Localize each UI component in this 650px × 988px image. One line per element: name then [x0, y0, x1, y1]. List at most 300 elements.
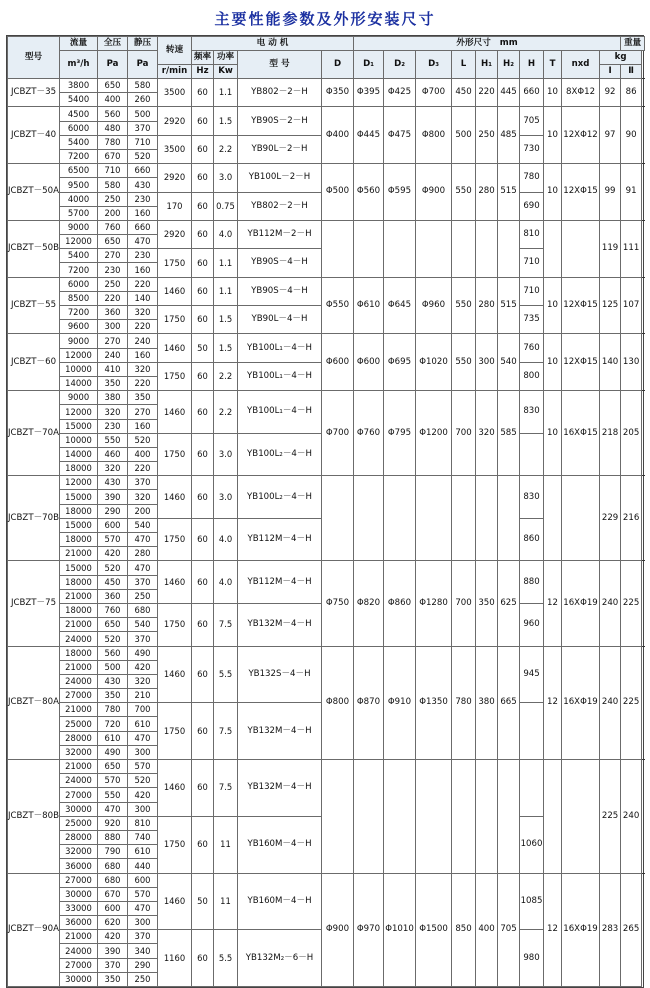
- cell-motor-model: YB132S－4－H: [238, 646, 322, 703]
- cell-total-pressure: 450: [98, 575, 128, 589]
- cell-power: 1.1: [214, 79, 238, 107]
- cell-dim-D1: [354, 476, 384, 561]
- cell-dim-nxd: 12XΦ12: [562, 107, 600, 164]
- cell-speed: 3500: [158, 135, 192, 163]
- model-cell: JCBZT－80B: [8, 760, 60, 874]
- cell-flow: 27000: [60, 873, 98, 887]
- cell-static-pressure: 520: [128, 774, 158, 788]
- cell-dim-H2: 515: [498, 164, 520, 221]
- cell-freq: 60: [192, 220, 214, 248]
- cell-dim-H: 1085: [520, 873, 544, 930]
- cell-static-pressure: 610: [128, 717, 158, 731]
- cell-static-pressure: 230: [128, 192, 158, 206]
- cell-dim-D1: Φ820: [354, 561, 384, 646]
- cell-total-pressure: 420: [98, 547, 128, 561]
- cell-total-pressure: 350: [98, 376, 128, 390]
- cell-weight-I: 119: [600, 220, 621, 277]
- cell-dim-H: 880: [520, 561, 544, 604]
- cell-total-pressure: 370: [98, 958, 128, 972]
- cell-dim-D1: [354, 220, 384, 277]
- cell-power: 7.5: [214, 603, 238, 646]
- cell-speed: 1160: [158, 930, 192, 987]
- cell-dim-H: 800: [520, 362, 544, 390]
- cell-flow: 15000: [60, 419, 98, 433]
- cell-total-pressure: 240: [98, 348, 128, 362]
- cell-dim-D2: Φ910: [384, 646, 416, 760]
- cell-dim-H: 690: [520, 192, 544, 220]
- cell-flow: 24000: [60, 674, 98, 688]
- cell-freq: 60: [192, 277, 214, 305]
- cell-flow: 18000: [60, 646, 98, 660]
- cell-total-pressure: 600: [98, 901, 128, 915]
- cell-weight-II: 107: [621, 277, 642, 334]
- cell-flow: 12000: [60, 405, 98, 419]
- cell-weight-I: 283: [600, 873, 621, 987]
- cell-flow: 5400: [60, 135, 98, 149]
- cell-power: 11: [214, 816, 238, 873]
- cell-flow: 21000: [60, 930, 98, 944]
- cell-total-pressure: 670: [98, 887, 128, 901]
- cell-total-pressure: 680: [98, 873, 128, 887]
- cell-dim-H: 710: [520, 277, 544, 305]
- cell-dim-H1: 300: [476, 334, 498, 391]
- cell-total-pressure: 320: [98, 462, 128, 476]
- cell-dim-H1: 280: [476, 164, 498, 221]
- cell-flow: 25000: [60, 816, 98, 830]
- cell-power: 5.5: [214, 646, 238, 703]
- cell-total-pressure: 560: [98, 107, 128, 121]
- cell-total-pressure: 230: [98, 419, 128, 433]
- cell-total-pressure: 720: [98, 717, 128, 731]
- cell-dim-T: [544, 220, 562, 277]
- cell-total-pressure: 390: [98, 944, 128, 958]
- cell-freq: 50: [192, 873, 214, 930]
- cell-total-pressure: 220: [98, 291, 128, 305]
- cell-freq: 60: [192, 249, 214, 277]
- cell-dim-H: 735: [520, 306, 544, 334]
- cell-power: 1.1: [214, 277, 238, 305]
- cell-dim-H: [520, 703, 544, 760]
- cell-motor-model: YB112M－2－H: [238, 220, 322, 248]
- cell-speed: 1750: [158, 362, 192, 390]
- cell-weight-II: 240: [621, 760, 642, 874]
- cell-flow: 21000: [60, 589, 98, 603]
- cell-flow: 9000: [60, 334, 98, 348]
- cell-dim-D3: [416, 760, 452, 874]
- cell-dim-L: [452, 476, 476, 561]
- cell-flow: 7200: [60, 263, 98, 277]
- cell-freq: 60: [192, 518, 214, 561]
- cell-power: 3.0: [214, 164, 238, 192]
- cell-static-pressure: 710: [128, 135, 158, 149]
- cell-dim-D1: Φ610: [354, 277, 384, 334]
- page-title: 主要性能参数及外形安装尺寸: [214, 10, 436, 28]
- th-power: 功率: [214, 51, 238, 65]
- cell-dim-D2: Φ795: [384, 391, 416, 476]
- cell-dim-D3: Φ900: [416, 164, 452, 221]
- cell-speed: 1750: [158, 603, 192, 646]
- cell-static-pressure: 580: [128, 79, 158, 93]
- cell-dim-H: 760: [520, 334, 544, 362]
- cell-power: 0.75: [214, 192, 238, 220]
- cell-dim-H2: 515: [498, 277, 520, 334]
- cell-total-pressure: 320: [98, 405, 128, 419]
- cell-static-pressure: 240: [128, 334, 158, 348]
- cell-static-pressure: 470: [128, 561, 158, 575]
- cell-total-pressure: 780: [98, 135, 128, 149]
- cell-dim-D2: [384, 760, 416, 874]
- cell-flow: 27000: [60, 958, 98, 972]
- cell-dim-H: [520, 760, 544, 817]
- cell-freq: 50: [192, 334, 214, 362]
- cell-total-pressure: 410: [98, 362, 128, 376]
- cell-static-pressure: 370: [128, 632, 158, 646]
- cell-total-pressure: 580: [98, 178, 128, 192]
- cell-static-pressure: 490: [128, 646, 158, 660]
- cell-freq: 60: [192, 703, 214, 760]
- cell-dim-L: 550: [452, 164, 476, 221]
- cell-dim-H: [520, 433, 544, 476]
- cell-dim-D2: Φ425: [384, 79, 416, 107]
- cell-total-pressure: 880: [98, 830, 128, 844]
- cell-flow: 9600: [60, 320, 98, 334]
- cell-total-pressure: 230: [98, 263, 128, 277]
- cell-dim-D2: Φ860: [384, 561, 416, 646]
- cell-static-pressure: 440: [128, 859, 158, 873]
- cell-dim-H: 945: [520, 646, 544, 703]
- cell-weight-II: 111: [621, 220, 642, 277]
- cell-dim-T: 10: [544, 164, 562, 221]
- cell-freq: 60: [192, 79, 214, 107]
- cell-static-pressure: 570: [128, 887, 158, 901]
- cell-power: 1.1: [214, 249, 238, 277]
- cell-dim-D2: Φ645: [384, 277, 416, 334]
- cell-motor-model: YB132M－4－H: [238, 603, 322, 646]
- cell-dim-H: 730: [520, 135, 544, 163]
- cell-dim-D1: [354, 760, 384, 874]
- cell-dim-H: 980: [520, 930, 544, 987]
- cell-dim-H2: 665: [498, 646, 520, 760]
- cell-total-pressure: 350: [98, 972, 128, 986]
- cell-flow: 27000: [60, 788, 98, 802]
- cell-dim-T: 10: [544, 107, 562, 164]
- cell-static-pressure: 320: [128, 674, 158, 688]
- cell-power: 5.5: [214, 930, 238, 987]
- cell-static-pressure: 300: [128, 745, 158, 759]
- cell-motor-model: YB90S－2－H: [238, 107, 322, 135]
- th-dim-D1: D₁: [354, 51, 384, 79]
- cell-static-pressure: 660: [128, 164, 158, 178]
- cell-static-pressure: 250: [128, 972, 158, 986]
- cell-flow: 5700: [60, 206, 98, 220]
- cell-motor-model: YB160M－4－H: [238, 816, 322, 873]
- cell-dim-H: 830: [520, 391, 544, 434]
- cell-speed: 2920: [158, 164, 192, 192]
- cell-dim-D: Φ600: [322, 334, 354, 391]
- cell-weight-II: 130: [621, 334, 642, 391]
- cell-static-pressure: 260: [128, 93, 158, 107]
- cell-dim-H: 705: [520, 107, 544, 135]
- th-dims: 外形尺寸 mm: [354, 37, 621, 51]
- cell-flow: 7200: [60, 306, 98, 320]
- cell-dim-D1: Φ760: [354, 391, 384, 476]
- cell-static-pressure: 470: [128, 901, 158, 915]
- cell-dim-L: 450: [452, 79, 476, 107]
- table-row: [8, 334, 645, 348]
- cell-flow: 12000: [60, 476, 98, 490]
- cell-power: 3.0: [214, 476, 238, 519]
- cell-dim-nxd: 16XΦ19: [562, 646, 600, 760]
- cell-static-pressure: 400: [128, 447, 158, 461]
- cell-dim-H2: 625: [498, 561, 520, 646]
- cell-static-pressure: 300: [128, 916, 158, 930]
- cell-motor-model: YB802－2－H: [238, 192, 322, 220]
- cell-dim-T: 10: [544, 79, 562, 107]
- th-dim-D3: D₃: [416, 51, 452, 79]
- cell-flow: 36000: [60, 859, 98, 873]
- spec-table-wrapper: [6, 35, 644, 988]
- cell-total-pressure: 550: [98, 433, 128, 447]
- cell-dim-D1: Φ870: [354, 646, 384, 760]
- cell-flow: 18000: [60, 504, 98, 518]
- cell-dim-D3: Φ700: [416, 79, 452, 107]
- cell-dim-L: 500: [452, 107, 476, 164]
- cell-total-pressure: 250: [98, 192, 128, 206]
- cell-total-pressure: 570: [98, 774, 128, 788]
- table-row: [8, 561, 645, 575]
- cell-total-pressure: 490: [98, 745, 128, 759]
- cell-static-pressure: 340: [128, 944, 158, 958]
- cell-flow: 12000: [60, 348, 98, 362]
- cell-speed: 1750: [158, 816, 192, 873]
- th-motor: 电 动 机: [192, 37, 354, 51]
- cell-dim-H: 780: [520, 164, 544, 192]
- cell-flow: 18000: [60, 533, 98, 547]
- cell-weight-I: 140: [600, 334, 621, 391]
- cell-weight-II: 225: [621, 561, 642, 646]
- cell-weight-I: 240: [600, 561, 621, 646]
- cell-dim-H: 830: [520, 476, 544, 519]
- cell-speed: 1460: [158, 561, 192, 604]
- cell-speed: 2920: [158, 107, 192, 135]
- cell-speed: 1460: [158, 476, 192, 519]
- cell-total-pressure: 710: [98, 164, 128, 178]
- cell-dim-D3: Φ800: [416, 107, 452, 164]
- cell-dim-nxd: 12XΦ15: [562, 164, 600, 221]
- cell-dim-D: [322, 476, 354, 561]
- cell-static-pressure: 200: [128, 504, 158, 518]
- cell-dim-L: [452, 220, 476, 277]
- cell-motor-model: YB100L₁－4－H: [238, 362, 322, 390]
- cell-total-pressure: 570: [98, 533, 128, 547]
- cell-dim-T: 10: [544, 391, 562, 476]
- cell-flow: 18000: [60, 603, 98, 617]
- cell-static-pressure: 290: [128, 958, 158, 972]
- cell-static-pressure: 320: [128, 362, 158, 376]
- cell-weight-II: 265: [621, 873, 642, 987]
- model-cell: JCBZT－70A: [8, 391, 60, 476]
- th-dim-D2: D₂: [384, 51, 416, 79]
- cell-speed: 1750: [158, 518, 192, 561]
- cell-dim-L: 780: [452, 646, 476, 760]
- cell-flow: 10000: [60, 433, 98, 447]
- model-cell: JCBZT－50B: [8, 220, 60, 277]
- cell-dim-D2: [384, 476, 416, 561]
- cell-dim-H2: 485: [498, 107, 520, 164]
- cell-dim-D: Φ350: [322, 79, 354, 107]
- cell-motor-model: YB132M₂－6－H: [238, 930, 322, 987]
- cell-dim-H: 960: [520, 603, 544, 646]
- cell-flow: 28000: [60, 830, 98, 844]
- table-row: [8, 220, 645, 234]
- cell-weight-I: 97: [600, 107, 621, 164]
- cell-static-pressure: 700: [128, 703, 158, 717]
- cell-dim-D3: Φ1200: [416, 391, 452, 476]
- cell-power: 1.5: [214, 334, 238, 362]
- cell-static-pressure: 210: [128, 689, 158, 703]
- cell-flow: 24000: [60, 632, 98, 646]
- cell-total-pressure: 250: [98, 277, 128, 291]
- cell-dim-H1: 380: [476, 646, 498, 760]
- cell-speed: 1750: [158, 433, 192, 476]
- cell-total-pressure: 430: [98, 674, 128, 688]
- cell-dim-nxd: 16XΦ19: [562, 561, 600, 646]
- cell-flow: 33000: [60, 901, 98, 915]
- cell-flow: 25000: [60, 717, 98, 731]
- cell-power: 3.0: [214, 433, 238, 476]
- cell-static-pressure: 160: [128, 419, 158, 433]
- cell-flow: 9000: [60, 391, 98, 405]
- cell-static-pressure: 470: [128, 731, 158, 745]
- cell-dim-L: 700: [452, 561, 476, 646]
- cell-flow: 12000: [60, 235, 98, 249]
- cell-dim-D: Φ800: [322, 646, 354, 760]
- cell-total-pressure: 920: [98, 816, 128, 830]
- cell-dim-D2: Φ1010: [384, 873, 416, 987]
- cell-dim-D: Φ900: [322, 873, 354, 987]
- cell-dim-D: [322, 220, 354, 277]
- cell-dim-D: Φ400: [322, 107, 354, 164]
- cell-flow: 21000: [60, 760, 98, 774]
- cell-flow: 36000: [60, 916, 98, 930]
- th-speed: 转速: [158, 37, 192, 65]
- cell-speed: 1460: [158, 873, 192, 930]
- cell-dim-H: 710: [520, 249, 544, 277]
- cell-static-pressure: 370: [128, 476, 158, 490]
- table-head: [8, 37, 645, 79]
- cell-dim-nxd: [562, 220, 600, 277]
- cell-dim-L: 550: [452, 334, 476, 391]
- cell-dim-H: 660: [520, 79, 544, 107]
- cell-flow: 21000: [60, 703, 98, 717]
- cell-dim-H: 810: [520, 220, 544, 248]
- model-cell: JCBZT－90A: [8, 873, 60, 987]
- th-motor-model: 型 号: [238, 51, 322, 79]
- cell-static-pressure: 160: [128, 206, 158, 220]
- cell-total-pressure: 460: [98, 447, 128, 461]
- table-row: [8, 277, 645, 291]
- th-dim-H2: H₂: [498, 51, 520, 79]
- cell-weight-I: 240: [600, 646, 621, 760]
- cell-dim-D3: [416, 476, 452, 561]
- cell-static-pressure: 470: [128, 235, 158, 249]
- cell-dim-D: Φ500: [322, 164, 354, 221]
- cell-static-pressure: 420: [128, 788, 158, 802]
- cell-flow: 24000: [60, 774, 98, 788]
- table-row: [8, 646, 645, 660]
- cell-static-pressure: 350: [128, 391, 158, 405]
- cell-dim-D2: Φ595: [384, 164, 416, 221]
- cell-weight-II: 216: [621, 476, 642, 561]
- cell-dim-T: [544, 760, 562, 874]
- spec-table: [7, 36, 645, 987]
- th-dim-nxd: nxd: [562, 51, 600, 79]
- cell-dim-D2: [384, 220, 416, 277]
- table-row: [8, 107, 645, 121]
- cell-dim-H2: [498, 476, 520, 561]
- th-flow-unit: m³/h: [60, 51, 98, 79]
- cell-static-pressure: 370: [128, 121, 158, 135]
- table-row: [8, 476, 645, 490]
- cell-freq: 60: [192, 391, 214, 434]
- cell-total-pressure: 430: [98, 476, 128, 490]
- cell-static-pressure: 600: [128, 873, 158, 887]
- table-body: [8, 79, 645, 987]
- cell-dim-H2: [498, 220, 520, 277]
- cell-dim-L: 700: [452, 391, 476, 476]
- cell-speed: 1750: [158, 703, 192, 760]
- cell-power: 2.2: [214, 135, 238, 163]
- cell-dim-D3: Φ960: [416, 277, 452, 334]
- cell-dim-T: 12: [544, 646, 562, 760]
- cell-weight-II: 225: [621, 646, 642, 760]
- cell-total-pressure: 610: [98, 731, 128, 745]
- cell-static-pressure: 270: [128, 405, 158, 419]
- cell-freq: 60: [192, 603, 214, 646]
- cell-total-pressure: 670: [98, 149, 128, 163]
- cell-weight-II: 90: [621, 107, 642, 164]
- th-dim-H1: H₁: [476, 51, 498, 79]
- cell-dim-H2: 445: [498, 79, 520, 107]
- cell-dim-H: 860: [520, 518, 544, 561]
- cell-motor-model: YB90S－4－H: [238, 277, 322, 305]
- cell-motor-model: YB100L₂－4－H: [238, 476, 322, 519]
- cell-weight-I: 125: [600, 277, 621, 334]
- cell-power: 2.2: [214, 362, 238, 390]
- cell-static-pressure: 660: [128, 220, 158, 234]
- cell-flow: 32000: [60, 745, 98, 759]
- cell-dim-D1: Φ445: [354, 107, 384, 164]
- cell-flow: 24000: [60, 944, 98, 958]
- cell-flow: 27000: [60, 689, 98, 703]
- cell-dim-T: [544, 476, 562, 561]
- model-cell: JCBZT－60: [8, 334, 60, 391]
- cell-dim-D3: Φ1350: [416, 646, 452, 760]
- th-dim-D: D: [322, 51, 354, 79]
- th-dim-T: T: [544, 51, 562, 79]
- cell-dim-D1: Φ560: [354, 164, 384, 221]
- th-flow: 流量: [60, 37, 98, 51]
- cell-dim-H1: 400: [476, 873, 498, 987]
- table-row: [8, 873, 645, 887]
- th-freq-unit: Hz: [192, 65, 214, 79]
- th-weight-unit: kg: [600, 51, 642, 65]
- cell-static-pressure: 540: [128, 518, 158, 532]
- cell-dim-nxd: 16XΦ15: [562, 391, 600, 476]
- cell-total-pressure: 520: [98, 561, 128, 575]
- cell-dim-D: [322, 760, 354, 874]
- cell-dim-D3: Φ1280: [416, 561, 452, 646]
